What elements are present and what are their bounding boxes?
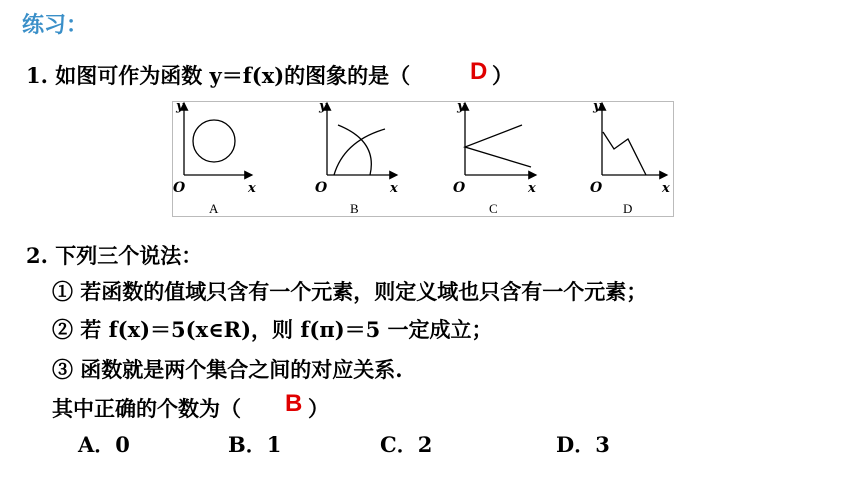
exercise-heading: 练习：: [22, 13, 89, 38]
x-axis-label: x: [248, 181, 256, 196]
origin-label: O: [453, 180, 466, 196]
question-2-prompt: 其中正确的个数为（: [52, 396, 241, 421]
question-1-text: 1. 如图可作为函数 y＝f(x)的图象的是（: [26, 63, 411, 88]
statement-3: ③ 函数就是两个集合之间的对应关系.: [52, 357, 403, 382]
question-2-close: ）: [308, 396, 329, 421]
origin-label: O: [315, 180, 328, 196]
y-axis-label: y: [176, 101, 184, 114]
option-d: D．3: [556, 432, 610, 457]
question-1-close: ）: [492, 63, 513, 88]
option-c: C．2: [380, 432, 433, 457]
graph-label-d: D: [623, 201, 633, 216]
option-a: A．0: [78, 432, 130, 457]
statement-2: ② 若 f(x)＝5(x∈R)，则 f(π)＝5 一定成立；: [52, 317, 493, 342]
y-axis-label: y: [319, 101, 327, 114]
graph-label-b: B: [350, 201, 359, 216]
question-2-text: 2. 下列三个说法：: [26, 243, 203, 268]
origin-label: O: [590, 180, 603, 196]
graph-label-c: C: [489, 201, 498, 216]
question-2-answer: B: [285, 390, 303, 417]
option-b: B．1: [228, 432, 282, 457]
x-axis-label: x: [662, 181, 670, 196]
y-axis-label: y: [457, 101, 465, 114]
function-graphs-figure: [172, 101, 674, 217]
question-1-answer: D: [470, 58, 488, 85]
origin-label: O: [173, 180, 186, 196]
statement-1: ① 若函数的值域只含有一个元素，则定义域也只含有一个元素；: [52, 279, 648, 304]
graph-label-a: A: [209, 201, 219, 216]
y-axis-label: y: [593, 101, 601, 114]
x-axis-label: x: [528, 181, 536, 196]
x-axis-label: x: [390, 181, 398, 196]
